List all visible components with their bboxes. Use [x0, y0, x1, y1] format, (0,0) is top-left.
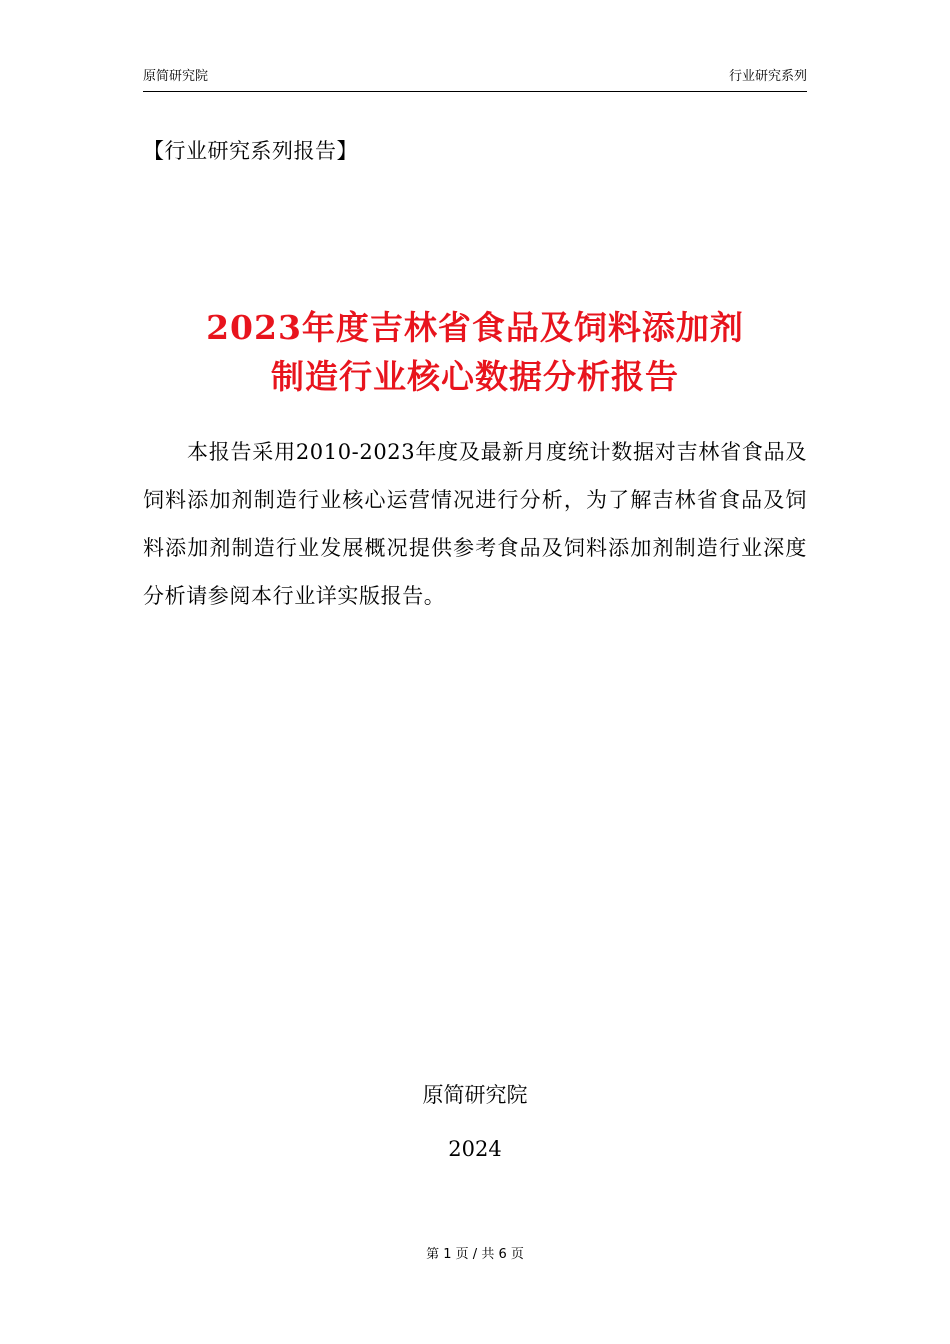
report-title-line-1: 2023年度吉林省食品及饲料添加剂 [206, 308, 744, 347]
header-publisher: 原简研究院 [143, 69, 209, 84]
publication-year: 2024 [448, 1137, 502, 1161]
header-series: 行业研究系列 [728, 69, 807, 84]
series-tag: 【行业研究系列报告】 [143, 139, 358, 163]
intro-paragraph: 本报告采用2010-2023年度及最新月度统计数据对吉林省食品及饲料添加剂制造行业核心运营情况进行分析，为了解吉林省食品及饲料添加剂制造行业发展概况提供参考食品及饲料添加剂制造行业深度分析请参阅本行业详实版报告。 [143, 440, 807, 608]
report-title-line-2: 制造行业核心数据分析报告 [271, 357, 679, 396]
report-title [143, 303, 807, 401]
page-number: 第 1 页 / 共 6 页 [426, 1247, 524, 1262]
page-header [143, 67, 807, 92]
publisher-name: 原简研究院 [422, 1083, 528, 1107]
